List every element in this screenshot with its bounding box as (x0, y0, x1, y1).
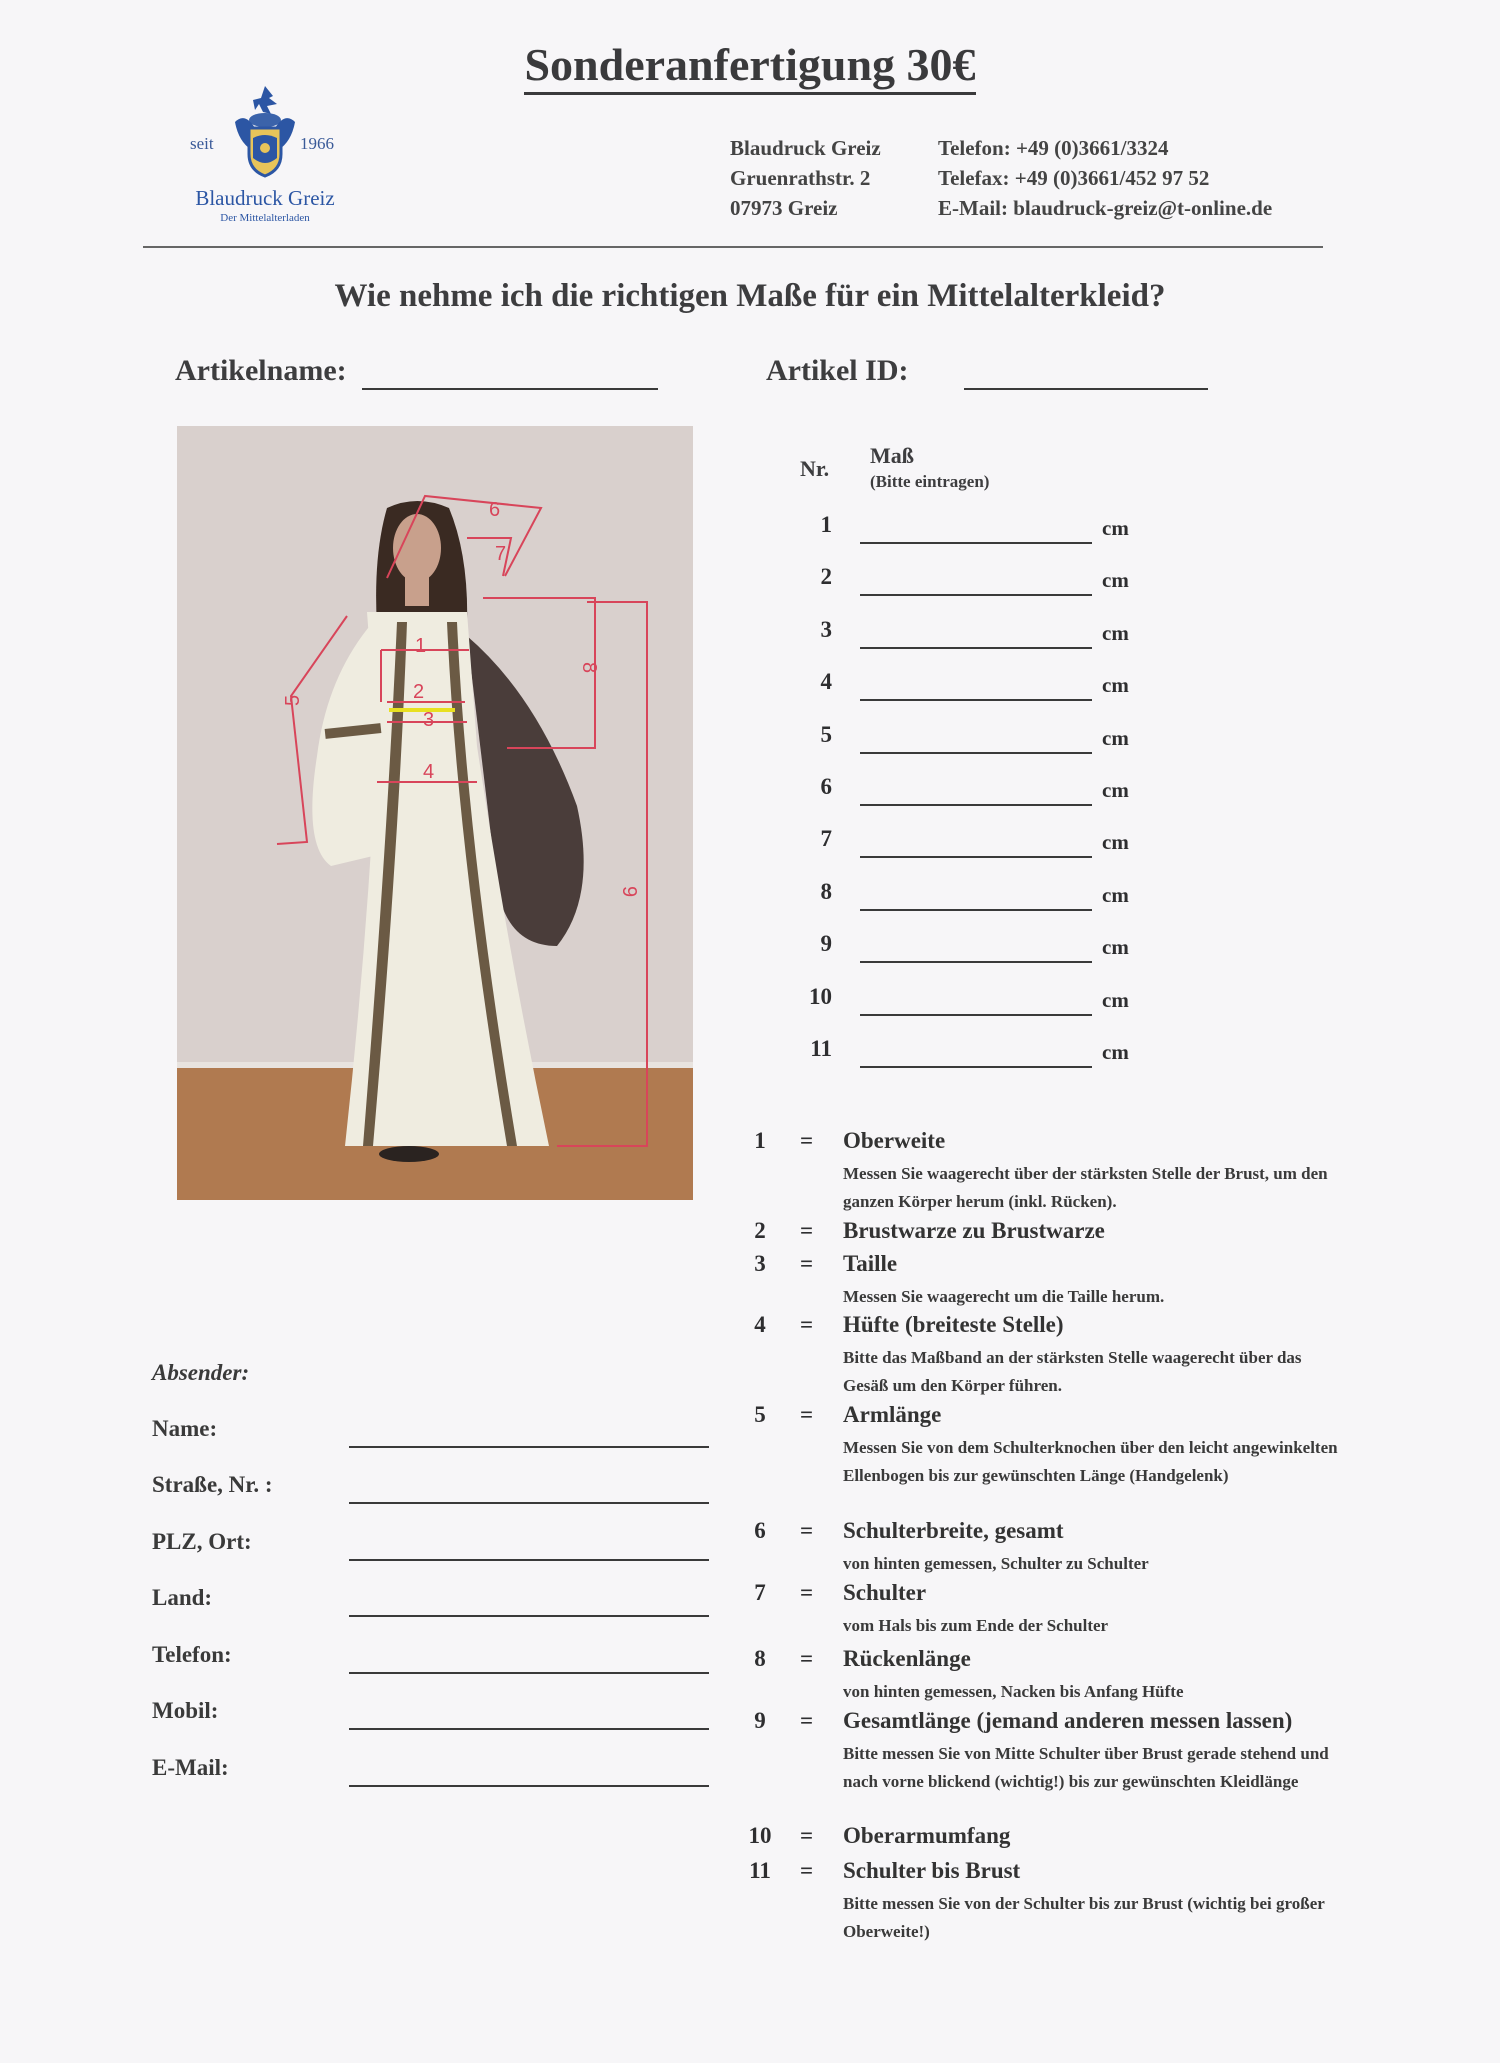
logo-tagline: Der Mittelalterladen (220, 212, 310, 224)
measurement-number: 3 (820, 617, 832, 642)
legend-description: Messen Sie von dem Schulterknochen über den leicht angewinkelten Ellenbogen bis zur gewünschten Länge (Handgelenk) (843, 1438, 1338, 1485)
sender-row (152, 1529, 712, 1569)
measurement-row (790, 826, 1150, 866)
legend-equals: = (800, 1518, 814, 1543)
sender-row (152, 1755, 712, 1795)
legend-title: Oberarmumfang (843, 1823, 1011, 1848)
legend-number: 4 (754, 1312, 766, 1337)
contact-fax: Telefax: +49 (0)3661/452 97 52 (938, 166, 1210, 190)
sender-row (152, 1416, 712, 1456)
photo-label-6: 6 (489, 499, 501, 521)
sender-field-label: Mobil: (152, 1698, 219, 1723)
legend-number: 8 (754, 1646, 766, 1671)
measurement-unit: cm (1102, 568, 1129, 592)
sender-field-label: E-Mail: (152, 1755, 229, 1780)
measurement-number: 1 (820, 512, 832, 537)
measurement-row (790, 1036, 1150, 1076)
legend-description: Messen Sie waagerecht um die Taille herum. (843, 1287, 1165, 1306)
col-header-mass: Maß (870, 443, 914, 468)
sender-field-input[interactable] (349, 1672, 709, 1674)
legend-title: Schulter (843, 1580, 927, 1605)
legend-number: 5 (754, 1402, 766, 1427)
col-header-nr: Nr. (800, 456, 830, 481)
sender-field-input[interactable] (349, 1728, 709, 1730)
legend-equals: = (800, 1708, 814, 1733)
photo-label-2: 2 (413, 681, 425, 703)
sender-field-input[interactable] (349, 1559, 709, 1561)
legend-title: Gesamtlänge (jemand anderen messen lassen) (843, 1708, 1293, 1733)
legend-number: 11 (749, 1858, 771, 1883)
measurement-unit: cm (1102, 988, 1129, 1012)
legend-title: Oberweite (843, 1128, 946, 1153)
legend-equals: = (800, 1858, 814, 1883)
legend-equals: = (800, 1312, 814, 1337)
logo-company-name: Blaudruck Greiz (195, 186, 335, 210)
legend-number: 9 (754, 1708, 766, 1733)
measurement-unit: cm (1102, 778, 1129, 802)
contact-phone: Telefon: +49 (0)3661/3324 (938, 136, 1169, 160)
page-title: Sonderanfertigung 30€ (0, 38, 1500, 91)
measurement-number: 9 (820, 931, 832, 956)
sender-field-input[interactable] (349, 1785, 709, 1787)
measurement-unit: cm (1102, 726, 1129, 750)
company-address (730, 133, 881, 223)
photo-label-7: 7 (495, 543, 507, 565)
article-name-field[interactable] (362, 360, 658, 390)
contact-email: E-Mail: blaudruck-greiz@t-online.de (938, 196, 1273, 220)
measurement-number: 7 (820, 826, 832, 851)
article-name-label: Artikelname: (175, 354, 347, 387)
legend-title: Brustwarze zu Brustwarze (843, 1218, 1105, 1243)
measurement-row (790, 617, 1150, 657)
sender-field-label: Telefon: (152, 1642, 232, 1667)
measurement-input[interactable] (860, 1066, 1092, 1068)
measurement-unit: cm (1102, 516, 1129, 540)
sender-field-label: PLZ, Ort: (152, 1529, 252, 1554)
measurement-number: 11 (810, 1036, 832, 1061)
measurement-row (790, 564, 1150, 604)
address-city: 07973 Greiz (730, 196, 838, 220)
measurement-row (790, 984, 1150, 1024)
measurement-number: 6 (820, 774, 832, 799)
sender-row (152, 1585, 712, 1625)
sender-field-label: Straße, Nr. : (152, 1472, 273, 1497)
measurement-unit: cm (1102, 935, 1129, 959)
measurement-input[interactable] (860, 1014, 1092, 1016)
legend-equals: = (800, 1218, 814, 1243)
sender-row (152, 1698, 712, 1738)
sender-heading: Absender: (152, 1360, 250, 1385)
legend-description: von hinten gemessen, Schulter zu Schulter (843, 1554, 1149, 1573)
sender-field-label: Land: (152, 1585, 213, 1610)
legend-number: 6 (754, 1518, 766, 1543)
photo-label-8: 8 (578, 662, 600, 674)
measurement-input[interactable] (860, 542, 1092, 544)
header-divider (143, 246, 1323, 248)
legend-title: Schulterbreite, gesamt (843, 1518, 1064, 1543)
measurement-row (790, 774, 1150, 814)
measurement-input[interactable] (860, 699, 1092, 701)
legend-number: 2 (754, 1218, 766, 1243)
legend-equals: = (800, 1580, 814, 1605)
sender-field-input[interactable] (349, 1615, 709, 1617)
legend-description: Bitte messen Sie von Mitte Schulter über Brust gerade stehend und nach vorne blickend (wichtig!) bis zur gewünschten Kleidlänge (843, 1744, 1329, 1791)
measurement-number: 2 (820, 564, 832, 589)
measurement-input[interactable] (860, 856, 1092, 858)
photo-label-5: 5 (282, 694, 304, 706)
photo-label-3: 3 (423, 709, 435, 731)
sender-field-input[interactable] (349, 1446, 709, 1448)
legend-title: Armlänge (843, 1402, 942, 1427)
company-contact (938, 133, 1272, 223)
measurement-unit: cm (1102, 830, 1129, 854)
address-company: Blaudruck Greiz (730, 136, 881, 160)
measurement-unit: cm (1102, 883, 1129, 907)
legend-equals: = (800, 1251, 814, 1276)
coat-of-arms-icon (225, 82, 305, 182)
measurement-row (790, 931, 1150, 971)
legend-description: Bitte messen Sie von der Schulter bis zur Brust (wichtig bei großer Oberweite!) (843, 1894, 1325, 1941)
legend-description: Bitte das Maßband an der stärksten Stelle waagerecht über das Gesäß um den Körper führen. (843, 1348, 1302, 1395)
logo-year: 1966 (300, 134, 334, 153)
measurement-input[interactable] (860, 961, 1092, 963)
legend-number: 10 (748, 1823, 772, 1848)
measurement-unit: cm (1102, 673, 1129, 697)
measurement-input[interactable] (860, 647, 1092, 649)
measurement-unit: cm (1102, 1040, 1129, 1064)
legend-number: 3 (754, 1251, 766, 1276)
measurement-row (790, 512, 1150, 552)
legend-number: 1 (754, 1128, 766, 1153)
article-id-field[interactable] (964, 360, 1208, 390)
measurement-row (790, 669, 1150, 709)
measurement-input[interactable] (860, 909, 1092, 911)
sender-row (152, 1472, 712, 1512)
logo-seit: seit (190, 134, 214, 153)
address-street: Gruenrathstr. 2 (730, 166, 871, 190)
legend-equals: = (800, 1646, 814, 1671)
page-subtitle: Wie nehme ich die richtigen Maße für ein Mittelalterkleid? (334, 278, 1166, 314)
measurement-row (790, 879, 1150, 919)
measurement-number: 10 (809, 984, 832, 1009)
measurement-unit: cm (1102, 621, 1129, 645)
article-id-label: Artikel ID: (766, 354, 909, 387)
sender-field-label: Name: (152, 1416, 218, 1441)
measurement-input[interactable] (860, 804, 1092, 806)
legend-description: von hinten gemessen, Nacken bis Anfang Hüfte (843, 1682, 1184, 1701)
legend-title: Taille (843, 1251, 898, 1276)
measurement-row (790, 722, 1150, 762)
legend-equals: = (800, 1823, 814, 1848)
legend-equals: = (800, 1128, 814, 1153)
legend-description: Messen Sie waagerecht über der stärksten Stelle der Brust, um den ganzen Körper herum (inkl. Rücken). (843, 1164, 1328, 1211)
measurement-number: 5 (820, 722, 832, 747)
measurement-input[interactable] (860, 752, 1092, 754)
col-header-hint: (Bitte eintragen) (870, 472, 990, 491)
measurement-input[interactable] (860, 594, 1092, 596)
measurement-number: 4 (820, 669, 832, 694)
sender-row (152, 1642, 712, 1682)
photo-label-9: 9 (618, 886, 640, 898)
legend-description: vom Hals bis zum Ende der Schulter (843, 1616, 1109, 1635)
legend-title: Rückenlänge (843, 1646, 971, 1671)
company-logo (180, 82, 350, 232)
legend-number: 7 (754, 1580, 766, 1605)
legend-title: Hüfte (breiteste Stelle) (843, 1312, 1064, 1337)
legend-title: Schulter bis Brust (843, 1858, 1021, 1883)
sender-field-input[interactable] (349, 1502, 709, 1504)
measurement-number: 8 (820, 879, 832, 904)
dress-measurement-photo (177, 426, 693, 1200)
photo-label-4: 4 (423, 761, 435, 783)
photo-label-1: 1 (415, 635, 427, 657)
legend-equals: = (800, 1402, 814, 1427)
